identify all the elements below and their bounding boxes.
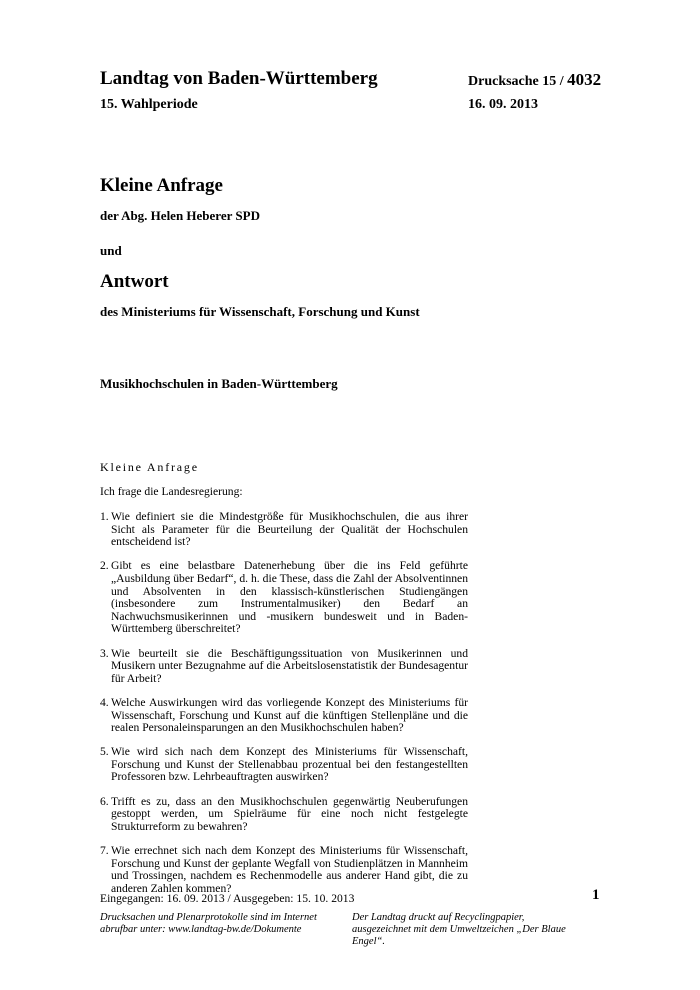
subject-line: Musikhochschulen in Baden-Württemberg [100,376,338,391]
legislative-period: 15. Wahlperiode [100,97,198,112]
und-line: und [100,243,122,258]
recycling-note: Der Landtag druckt auf Recyclingpapier, ausgezeichnet mit dem Umweltzeichen „Der Blaue Engel“. [352,912,566,947]
intro-text: Ich frage die Landesregierung: [100,485,243,498]
question-number: 5. [100,745,109,759]
question-item [100,845,468,895]
question-item [100,560,468,636]
question-number: 6. [100,794,109,808]
question-item [100,746,468,784]
antwort-title: Antwort [100,271,169,292]
question-number: 3. [100,646,109,660]
question-number: 4. [100,695,109,709]
drucksache-label: Drucksache 15 / [468,74,568,89]
author-line: der Abg. Helen Heberer SPD [100,208,260,223]
question-text: Wie errechnet sich nach dem Konzept des Ministeriums für Wissenschaft, Forschung und Kunst der geplante Wegfall von Studienplätzen in Mannheim und Trossingen, nachdem es Rechenmodelle aus anderer Hand gibt, die zu anderen Zahlen kommen? [111,844,468,895]
question-number: 2. [100,559,109,573]
drucksache-number: 4032 [567,70,602,89]
question-list [100,511,468,907]
question-number: 1. [100,510,109,523]
page-number: 1 [592,887,600,903]
question-item [100,796,468,834]
internet-note: Drucksachen und Plenarprotokolle sind im Internet abrufbar unter: www.landtag-bw.de/Dokumente [100,912,317,935]
question-text: Trifft es zu, dass an den Musikhochschulen gegenwärtig Neuberufungen gestoppt werden, um Spielräume für eine noch nicht festgelegte Strukturreform zu bewahren? [111,794,468,833]
question-text: Gibt es eine belastbare Datenerhebung über die ins Feld geführte „Ausbildung über Bedarf“, d. h. die These, dass die Zahl der Absolventinnen und Absolventen in den klassisch-künstlerischen Studiengängen (insbesondere zum Instrumentalmusiker) den Bedarf an Nachwuchsmusikerinnen und -musikern bundesweit und in Baden-Württemberg überschreitet? [111,559,468,636]
document-date: 16. 09. 2013 [468,97,538,112]
question-item [100,648,468,686]
ministry-line: des Ministeriums für Wissenschaft, Forschung und Kunst [100,304,420,319]
question-text: Wie beurteilt sie die Beschäftigungssituation von Musikerinnen und Musikern unter Bezugnahme auf die Arbeitslosenstatistik der Bundesagentur für Arbeit? [111,646,468,685]
parliament-name: Landtag von Baden-Württemberg [100,68,378,89]
section-heading: Kleine Anfrage [100,460,199,474]
question-text: Welche Auswirkungen wird das vorliegende Konzept des Ministeriums für Wissenschaft, Forschung und Kunst auf die künftigen Stellenpläne und die realen Personaleinsparungen an den Musikhochschulen haben? [111,695,468,735]
drucksache-id [468,70,601,90]
receipt-dates: Eingegangen: 16. 09. 2013 / Ausgegeben: 15. 10. 2013 [100,892,355,905]
question-text: Wie definiert sie die Mindestgröße für Musikhochschulen, die aus ihrer Sicht als Parameter für die Beurteilung der Qualität der Hochschulen entscheidend ist? [111,510,468,549]
question-text: Wie wird sich nach dem Konzept des Ministeriums für Wissenschaft, Forschung und Kunst der Stellenabbau prozentual bei den festangestellten Professoren bzw. Lehrbeauftragten auswirken? [111,745,468,784]
question-number: 7. [100,844,109,858]
question-item [100,511,468,549]
question-item [100,697,468,735]
kleine-anfrage-title: Kleine Anfrage [100,175,223,196]
